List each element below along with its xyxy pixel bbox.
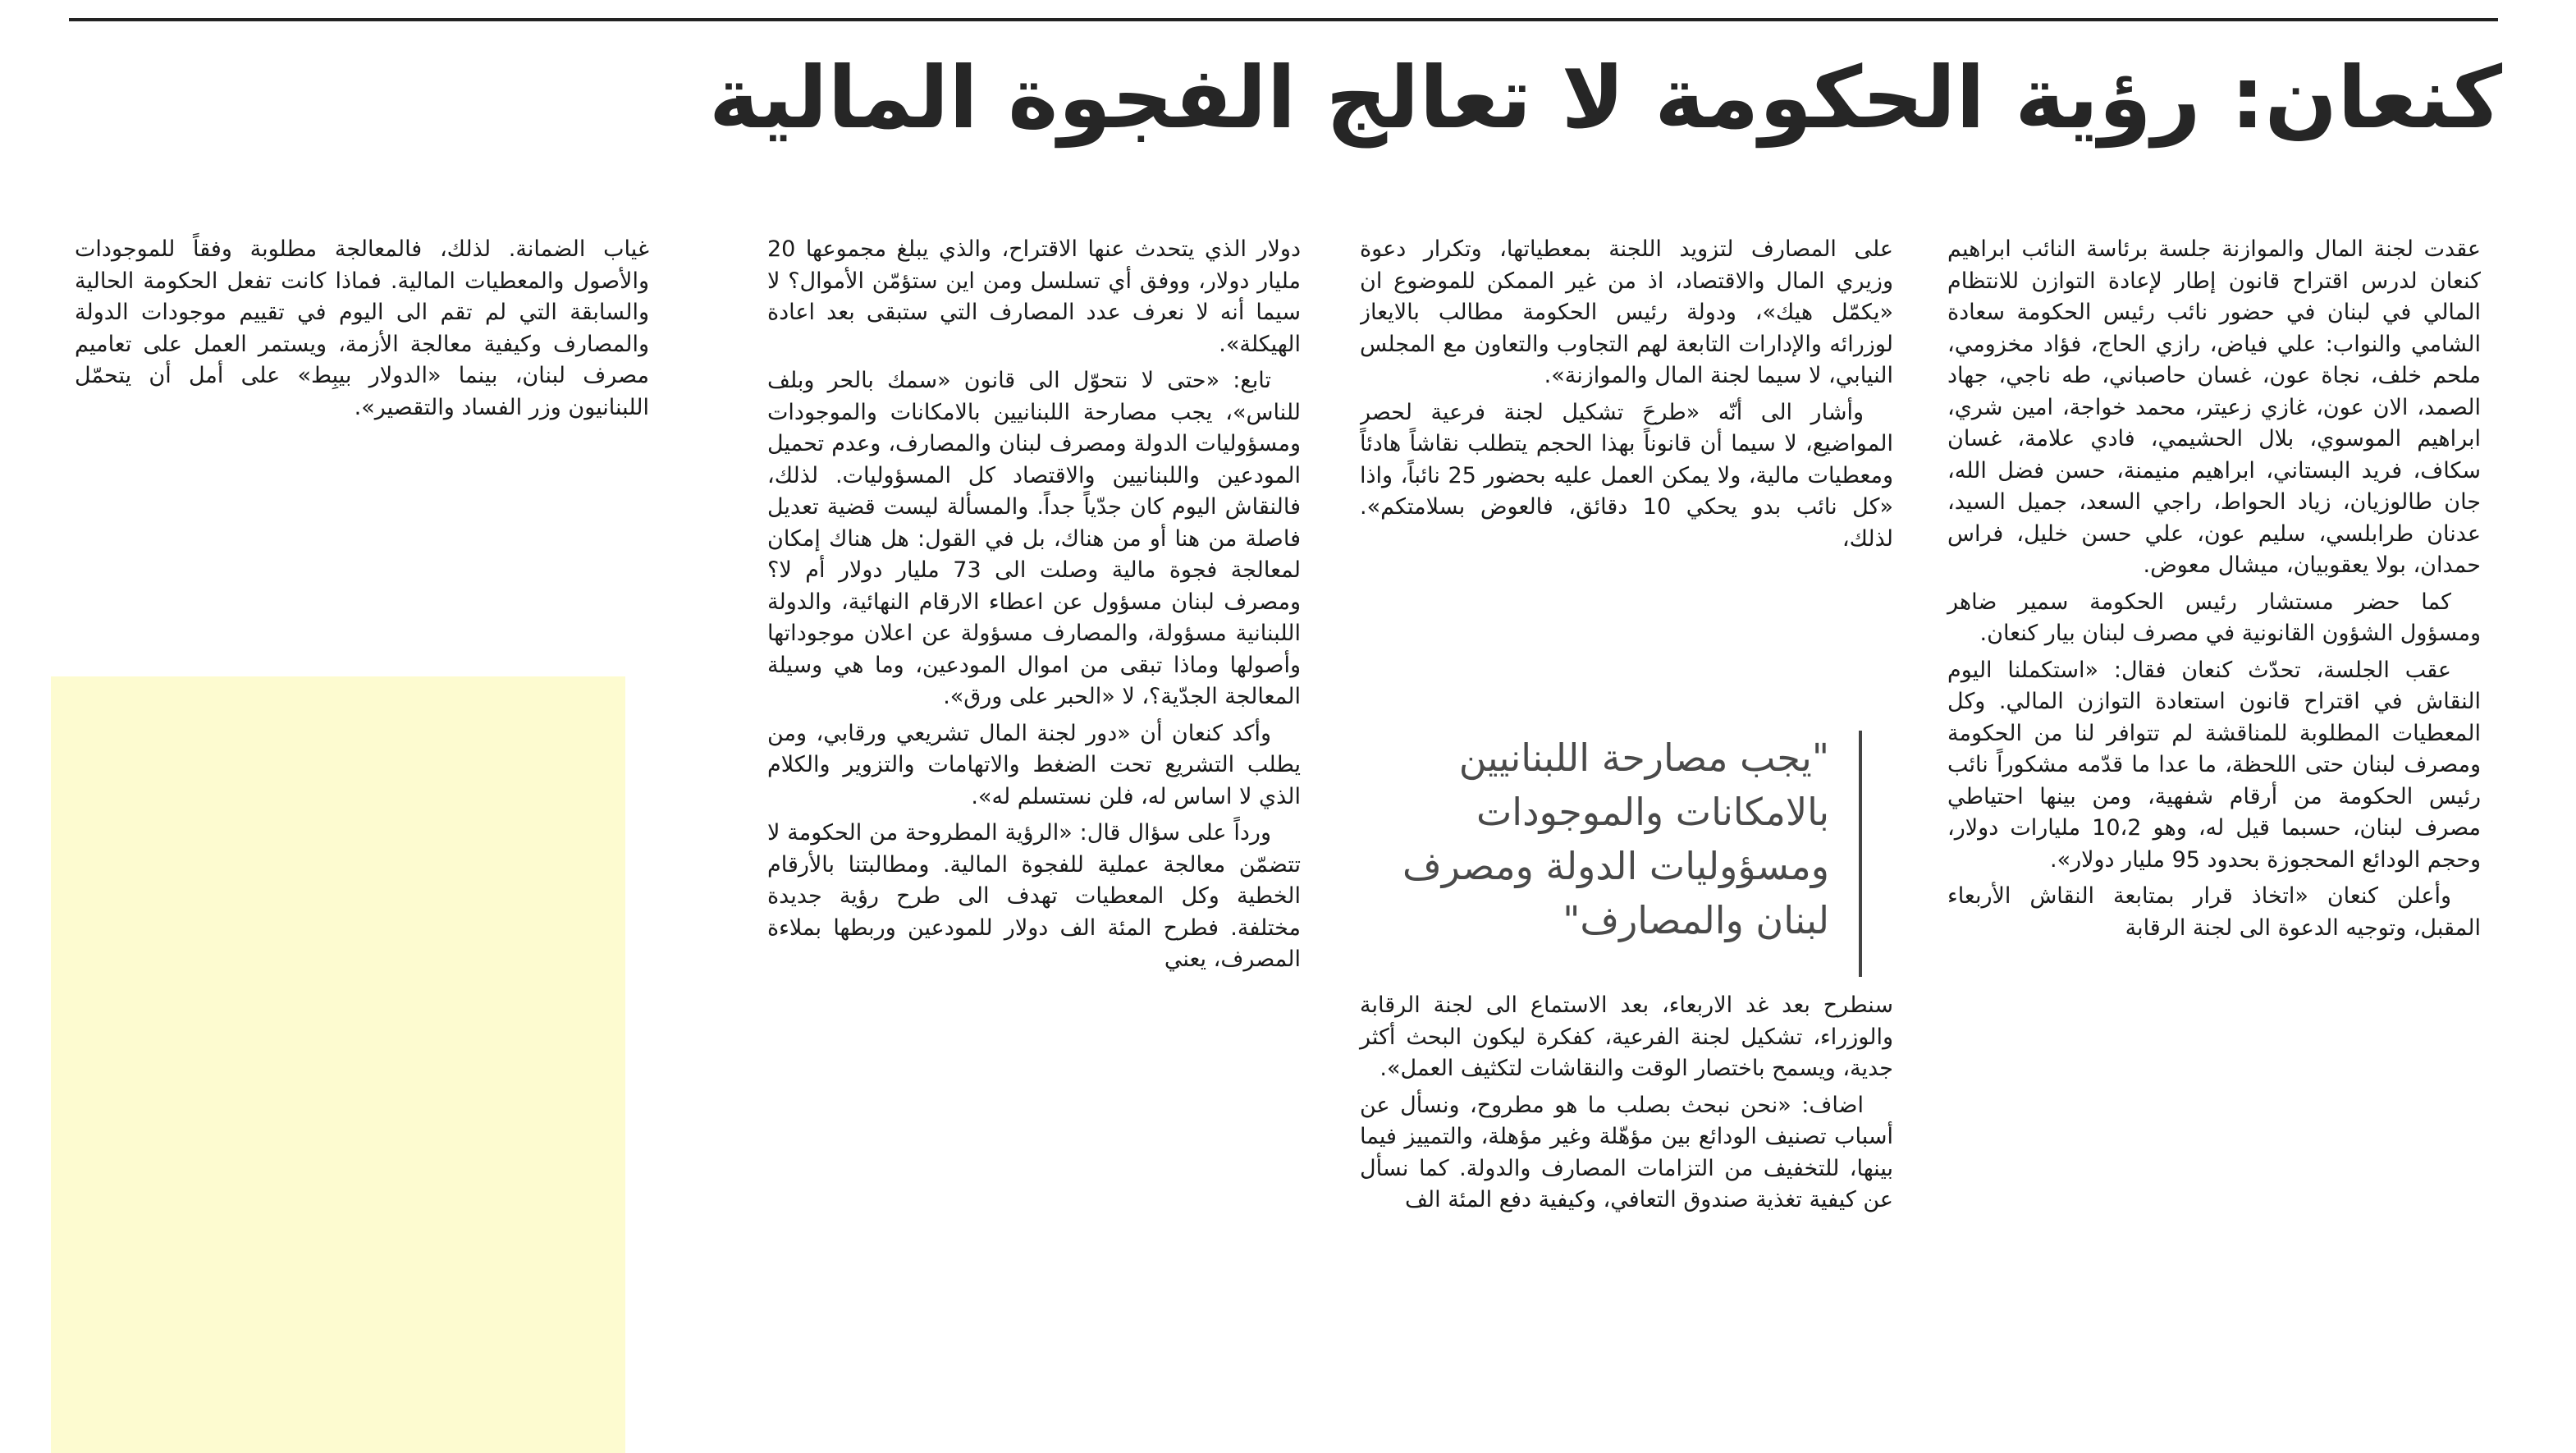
paragraph: عقدت لجنة المال والموازنة جلسة برئاسة النائب ابراهيم كنعان لدرس اقتراح قانون إطار لإعادة التوازن للانتظام المالي في لبنان في حضور نائب رئيس الحكومة سعادة الشامي والنواب: علي فياض، رازي الحاج، فؤاد مخزومي، ملحم خلف، نجاة عون، غسان حاصباني، طه ناجي، جهاد الصمد، الان عون، غازي زعيتر، محمد خواجة، امين شري، ابراهيم الموسوي، بلال الحشيمي، فادي علامة، غسان سكاف، فريد البستاني، ابراهيم منيمنة، حسن فضل الله، جان طالوزيان، زياد الحواط، راجي السعد، جميل السيد، عدنان طرابلسي، سليم عون، علي حسن خليل، فراس حمدان، بولا يعقوبيان، ميشال معوض. (1947, 236, 2481, 578)
paragraph: على المصارف لتزويد اللجنة بمعطياتها، وتكرار دعوة وزيري المال والاقتصاد، اذ من غير الممكن للموضوع ان «يكمّل هيك»، ودولة رئيس الحكومة مطالب بالايعاز لوزرائه والإدارات التابعة لهم التجاوب والتعاون مع المجلس النيابي، لا سيما لجنة المال والموازنة». (1360, 236, 1893, 388)
column-2-upper (1360, 234, 1893, 726)
ad-placeholder-box (51, 676, 625, 1453)
paragraph: ورداً على سؤال قال: «الرؤية المطروحة من الحكومة لا تتضمّن معالجة عملية للفجوة المالية. ومطالبتنا بالأرقام الخطية وكل المعطيات تهدف الى طرح رؤية جديدة مختلفة. فطرح المئة الف دولار للمودعين وربطها بملاءة المصرف، يعني (767, 820, 1301, 972)
paragraph: عقب الجلسة، تحدّث كنعان فقال: «استكملنا اليوم النقاش في اقتراح قانون استعادة التوازن المالي. وكل المعطيات المطلوبة للمناقشة لم تتوافر لنا من الحكومة ومصرف لبنان حتى اللحظة، ما عدا ما قدّمه مشكوراً نائب رئيس الحكومة من أرقام شفهية، ومن بينها احتياطي مصرف لبنان، حسبما قيل له، وهو 10،2 مليارات دولار، وحجم الودائع المحجوزة بحدود 95 مليار دولار». (1947, 657, 2481, 873)
headline: كنعان: رؤية الحكومة لا تعالج الفجوة المالية (708, 48, 2502, 148)
paragraph: سنطرح بعد غد الاربعاء، بعد الاستماع الى لجنة الرقابة والوزراء، تشكيل لجنة الفرعية، كفكرة ليكون البحث أكثر جدية، ويسمح باختصار الوقت والنقاشات لتكثيف العمل». (1360, 992, 1893, 1081)
paragraph: وأكد كنعان أن «دور لجنة المال تشريعي ورقابي، ومن يطلب التشريع تحت الضغط والاتهامات والتزوير والكلام الذي لا اساس له، فلن نستسلم له». (767, 720, 1301, 809)
pull-quote: "يجب مصارحة اللبنانيين بالامكانات والموجودات ومسؤوليات الدولة ومصرف لبنان والمصارف" (1353, 731, 1862, 977)
top-rule (69, 18, 2498, 21)
column-4 (75, 234, 649, 429)
paragraph: اضاف: «نحن نبحث بصلب ما هو مطروح، ونسأل عن أسباب تصنيف الودائع بين مؤهّلة وغير مؤهلة، والتمييز فيما بينها، للتخفيف من التزامات المصارف والدولة. كما نسأل عن كيفية تغذية صندوق التعافي، وكيفية دفع المئة الف (1360, 1092, 1893, 1212)
paragraph: وأعلن كنعان «اتخاذ قرار بمتابعة النقاش الأربعاء المقبل، وتوجيه الدعوة الى لجنة الرقابة (1947, 883, 2481, 941)
column-2-lower (1360, 990, 1893, 1222)
paragraph: تابع: «حتى لا نتحوّل الى قانون «سمك بالحر وبلف للناس»، يجب مصارحة اللبنانيين بالامكانات والموجودات ومسؤوليات الدولة ومصرف لبنان والمصارف، وعدم تحميل المودعين واللبنانيين والاقتصاد كل المسؤوليات. لذلك، فالنقاش اليوم كان جدّياً جداً. والمسألة ليست قضية تعديل فاصلة من هنا أو من هناك، بل في القول: هل هناك إمكان لمعالجة فجوة مالية وصلت الى 73 مليار دولار أم لا؟ ومصرف لبنان مسؤول عن اعطاء الارقام النهائية، والدولة اللبنانية مسؤولة، والمصارف مسؤولة عن اعلان موجوداتها وأصولها وماذا تبقى من اموال المودعين، وما هي وسيلة المعالجة الجدّية؟، لا «الحبر على ورق». (767, 368, 1301, 709)
paragraph: كما حضر مستشار رئيس الحكومة سمير ضاهر ومسؤول الشؤون القانونية في مصرف لبنان بيار كنعان. (1947, 589, 2481, 646)
paragraph: غياب الضمانة. لذلك، فالمعالجة مطلوبة وفقاً للموجودات والأصول والمعطيات المالية. فماذا كانت تفعل الحكومة الحالية والسابقة التي لم تقم الى اليوم في تقييم موجودات الدولة والمصارف وكيفية معالجة الأزمة، ويستمر العمل على تعاميم مصرف لبنان، بينما «الدولار بيبِط» على أمل أن يتحمّل اللبنانيون وزر الفساد والتقصير». (75, 236, 649, 420)
column-1 (1947, 234, 2481, 949)
column-3 (767, 234, 1301, 981)
paragraph: دولار الذي يتحدث عنها الاقتراح، والذي يبلغ مجموعها 20 مليار دولار، ووفق أي تسلسل ومن اين ستؤمّن الأموال؟ لا سيما أنه لا نعرف عدد المصارف التي ستبقى بعد اعادة الهيكلة». (767, 236, 1301, 357)
paragraph: وأشار الى أنّه «طرحَ تشكيل لجنة فرعية لحصر المواضيع، لا سيما أن قانوناً بهذا الحجم يتطلب نقاشاً هادئاً ومعطيات مالية، ولا يمكن العمل عليه بحضور 25 نائباً، واذا «كل نائب بدو يحكي 10 دقائق، فالعوض بسلامتكم». لذلك، (1360, 399, 1893, 552)
